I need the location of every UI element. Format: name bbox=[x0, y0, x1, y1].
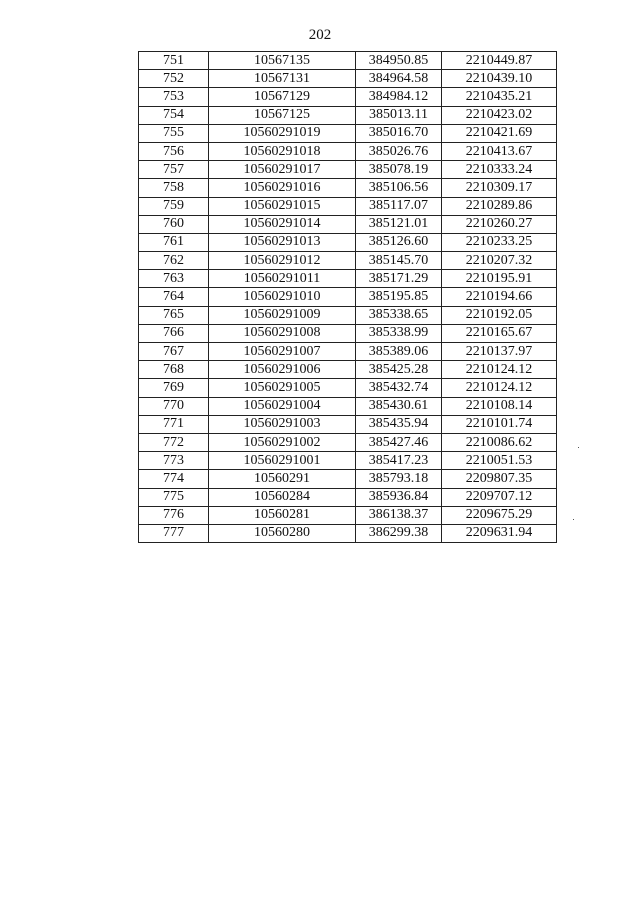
table-row bbox=[139, 306, 557, 324]
point-id-cell: 10560291008 bbox=[209, 324, 356, 342]
x-coordinate-cell: 385026.76 bbox=[356, 142, 442, 160]
x-coordinate-cell: 385078.19 bbox=[356, 161, 442, 179]
y-coordinate-cell: 2210108.14 bbox=[442, 397, 557, 415]
x-coordinate-cell: 384950.85 bbox=[356, 52, 442, 70]
table-row bbox=[139, 397, 557, 415]
point-number-cell: 775 bbox=[139, 488, 209, 506]
x-coordinate-cell: 385013.11 bbox=[356, 106, 442, 124]
point-number-cell: 756 bbox=[139, 142, 209, 160]
point-id-cell: 10560291011 bbox=[209, 270, 356, 288]
point-id-cell: 10567131 bbox=[209, 70, 356, 88]
point-id-cell: 10560291004 bbox=[209, 397, 356, 415]
point-number-cell: 754 bbox=[139, 106, 209, 124]
y-coordinate-cell: 2210449.87 bbox=[442, 52, 557, 70]
x-coordinate-cell: 385417.23 bbox=[356, 452, 442, 470]
scan-speck bbox=[578, 447, 579, 448]
point-number-cell: 761 bbox=[139, 233, 209, 251]
y-coordinate-cell: 2210101.74 bbox=[442, 415, 557, 433]
y-coordinate-cell: 2210309.17 bbox=[442, 179, 557, 197]
x-coordinate-cell: 385106.56 bbox=[356, 179, 442, 197]
y-coordinate-cell: 2210165.67 bbox=[442, 324, 557, 342]
y-coordinate-cell: 2210192.05 bbox=[442, 306, 557, 324]
x-coordinate-cell: 386138.37 bbox=[356, 506, 442, 524]
page-number: 202 bbox=[308, 27, 332, 43]
point-number-cell: 766 bbox=[139, 324, 209, 342]
table-row bbox=[139, 52, 557, 70]
table-row bbox=[139, 324, 557, 342]
y-coordinate-cell: 2210086.62 bbox=[442, 433, 557, 451]
x-coordinate-cell: 385195.85 bbox=[356, 288, 442, 306]
table-row bbox=[139, 270, 557, 288]
x-coordinate-cell: 384984.12 bbox=[356, 88, 442, 106]
y-coordinate-cell: 2210435.21 bbox=[442, 88, 557, 106]
y-coordinate-cell: 2210413.67 bbox=[442, 142, 557, 160]
y-coordinate-cell: 2209631.94 bbox=[442, 524, 557, 542]
y-coordinate-cell: 2210207.32 bbox=[442, 252, 557, 270]
y-coordinate-cell: 2209807.35 bbox=[442, 470, 557, 488]
table-row bbox=[139, 70, 557, 88]
point-number-cell: 762 bbox=[139, 252, 209, 270]
point-id-cell: 10560291016 bbox=[209, 179, 356, 197]
table-row bbox=[139, 452, 557, 470]
point-number-cell: 760 bbox=[139, 215, 209, 233]
table-row bbox=[139, 288, 557, 306]
x-coordinate-cell: 385389.06 bbox=[356, 343, 442, 361]
x-coordinate-cell: 384964.58 bbox=[356, 70, 442, 88]
x-coordinate-cell: 385338.99 bbox=[356, 324, 442, 342]
table-row bbox=[139, 142, 557, 160]
y-coordinate-cell: 2210194.66 bbox=[442, 288, 557, 306]
table-row bbox=[139, 106, 557, 124]
y-coordinate-cell: 2210137.97 bbox=[442, 343, 557, 361]
point-number-cell: 757 bbox=[139, 161, 209, 179]
point-id-cell: 10560291010 bbox=[209, 288, 356, 306]
point-number-cell: 752 bbox=[139, 70, 209, 88]
scan-speck bbox=[573, 519, 574, 520]
point-id-cell: 10567135 bbox=[209, 52, 356, 70]
point-id-cell: 10560281 bbox=[209, 506, 356, 524]
point-id-cell: 10560291001 bbox=[209, 452, 356, 470]
point-number-cell: 773 bbox=[139, 452, 209, 470]
point-id-cell: 10560291015 bbox=[209, 197, 356, 215]
x-coordinate-cell: 385171.29 bbox=[356, 270, 442, 288]
table-row bbox=[139, 197, 557, 215]
point-number-cell: 751 bbox=[139, 52, 209, 70]
table-row bbox=[139, 433, 557, 451]
point-id-cell: 10560291002 bbox=[209, 433, 356, 451]
x-coordinate-cell: 385435.94 bbox=[356, 415, 442, 433]
y-coordinate-cell: 2210439.10 bbox=[442, 70, 557, 88]
point-id-cell: 10560291014 bbox=[209, 215, 356, 233]
coordinates-table-body bbox=[139, 52, 557, 543]
x-coordinate-cell: 385016.70 bbox=[356, 124, 442, 142]
point-number-cell: 770 bbox=[139, 397, 209, 415]
x-coordinate-cell: 385793.18 bbox=[356, 470, 442, 488]
y-coordinate-cell: 2210124.12 bbox=[442, 361, 557, 379]
point-id-cell: 10567125 bbox=[209, 106, 356, 124]
x-coordinate-cell: 385425.28 bbox=[356, 361, 442, 379]
point-id-cell: 10560291 bbox=[209, 470, 356, 488]
point-number-cell: 765 bbox=[139, 306, 209, 324]
table-row bbox=[139, 524, 557, 542]
x-coordinate-cell: 385936.84 bbox=[356, 488, 442, 506]
y-coordinate-cell: 2210051.53 bbox=[442, 452, 557, 470]
x-coordinate-cell: 385121.01 bbox=[356, 215, 442, 233]
point-id-cell: 10560291019 bbox=[209, 124, 356, 142]
point-id-cell: 10560291003 bbox=[209, 415, 356, 433]
x-coordinate-cell: 385338.65 bbox=[356, 306, 442, 324]
point-number-cell: 768 bbox=[139, 361, 209, 379]
point-id-cell: 10560291017 bbox=[209, 161, 356, 179]
point-number-cell: 758 bbox=[139, 179, 209, 197]
y-coordinate-cell: 2209707.12 bbox=[442, 488, 557, 506]
table-row bbox=[139, 124, 557, 142]
point-id-cell: 10560291009 bbox=[209, 306, 356, 324]
point-id-cell: 10560291007 bbox=[209, 343, 356, 361]
point-id-cell: 10567129 bbox=[209, 88, 356, 106]
table-row bbox=[139, 215, 557, 233]
point-number-cell: 769 bbox=[139, 379, 209, 397]
point-id-cell: 10560291013 bbox=[209, 233, 356, 251]
table-row bbox=[139, 179, 557, 197]
point-id-cell: 10560284 bbox=[209, 488, 356, 506]
coordinates-table bbox=[138, 51, 557, 543]
y-coordinate-cell: 2210124.12 bbox=[442, 379, 557, 397]
point-number-cell: 763 bbox=[139, 270, 209, 288]
table-row bbox=[139, 470, 557, 488]
point-number-cell: 774 bbox=[139, 470, 209, 488]
y-coordinate-cell: 2210289.86 bbox=[442, 197, 557, 215]
point-number-cell: 767 bbox=[139, 343, 209, 361]
x-coordinate-cell: 385126.60 bbox=[356, 233, 442, 251]
table-row bbox=[139, 379, 557, 397]
y-coordinate-cell: 2209675.29 bbox=[442, 506, 557, 524]
y-coordinate-cell: 2210260.27 bbox=[442, 215, 557, 233]
point-id-cell: 10560291012 bbox=[209, 252, 356, 270]
table-row bbox=[139, 361, 557, 379]
table-row bbox=[139, 488, 557, 506]
table-row bbox=[139, 343, 557, 361]
table-row bbox=[139, 506, 557, 524]
point-number-cell: 771 bbox=[139, 415, 209, 433]
y-coordinate-cell: 2210233.25 bbox=[442, 233, 557, 251]
y-coordinate-cell: 2210195.91 bbox=[442, 270, 557, 288]
point-number-cell: 776 bbox=[139, 506, 209, 524]
x-coordinate-cell: 385145.70 bbox=[356, 252, 442, 270]
x-coordinate-cell: 386299.38 bbox=[356, 524, 442, 542]
table-row bbox=[139, 252, 557, 270]
table-row bbox=[139, 415, 557, 433]
table-row bbox=[139, 161, 557, 179]
x-coordinate-cell: 385117.07 bbox=[356, 197, 442, 215]
point-number-cell: 777 bbox=[139, 524, 209, 542]
x-coordinate-cell: 385432.74 bbox=[356, 379, 442, 397]
point-number-cell: 764 bbox=[139, 288, 209, 306]
x-coordinate-cell: 385427.46 bbox=[356, 433, 442, 451]
table-row bbox=[139, 88, 557, 106]
point-id-cell: 10560291018 bbox=[209, 142, 356, 160]
point-number-cell: 755 bbox=[139, 124, 209, 142]
point-number-cell: 759 bbox=[139, 197, 209, 215]
point-id-cell: 10560291006 bbox=[209, 361, 356, 379]
point-number-cell: 753 bbox=[139, 88, 209, 106]
x-coordinate-cell: 385430.61 bbox=[356, 397, 442, 415]
point-number-cell: 772 bbox=[139, 433, 209, 451]
y-coordinate-cell: 2210421.69 bbox=[442, 124, 557, 142]
y-coordinate-cell: 2210423.02 bbox=[442, 106, 557, 124]
point-id-cell: 10560291005 bbox=[209, 379, 356, 397]
point-id-cell: 10560280 bbox=[209, 524, 356, 542]
y-coordinate-cell: 2210333.24 bbox=[442, 161, 557, 179]
table-row bbox=[139, 233, 557, 251]
